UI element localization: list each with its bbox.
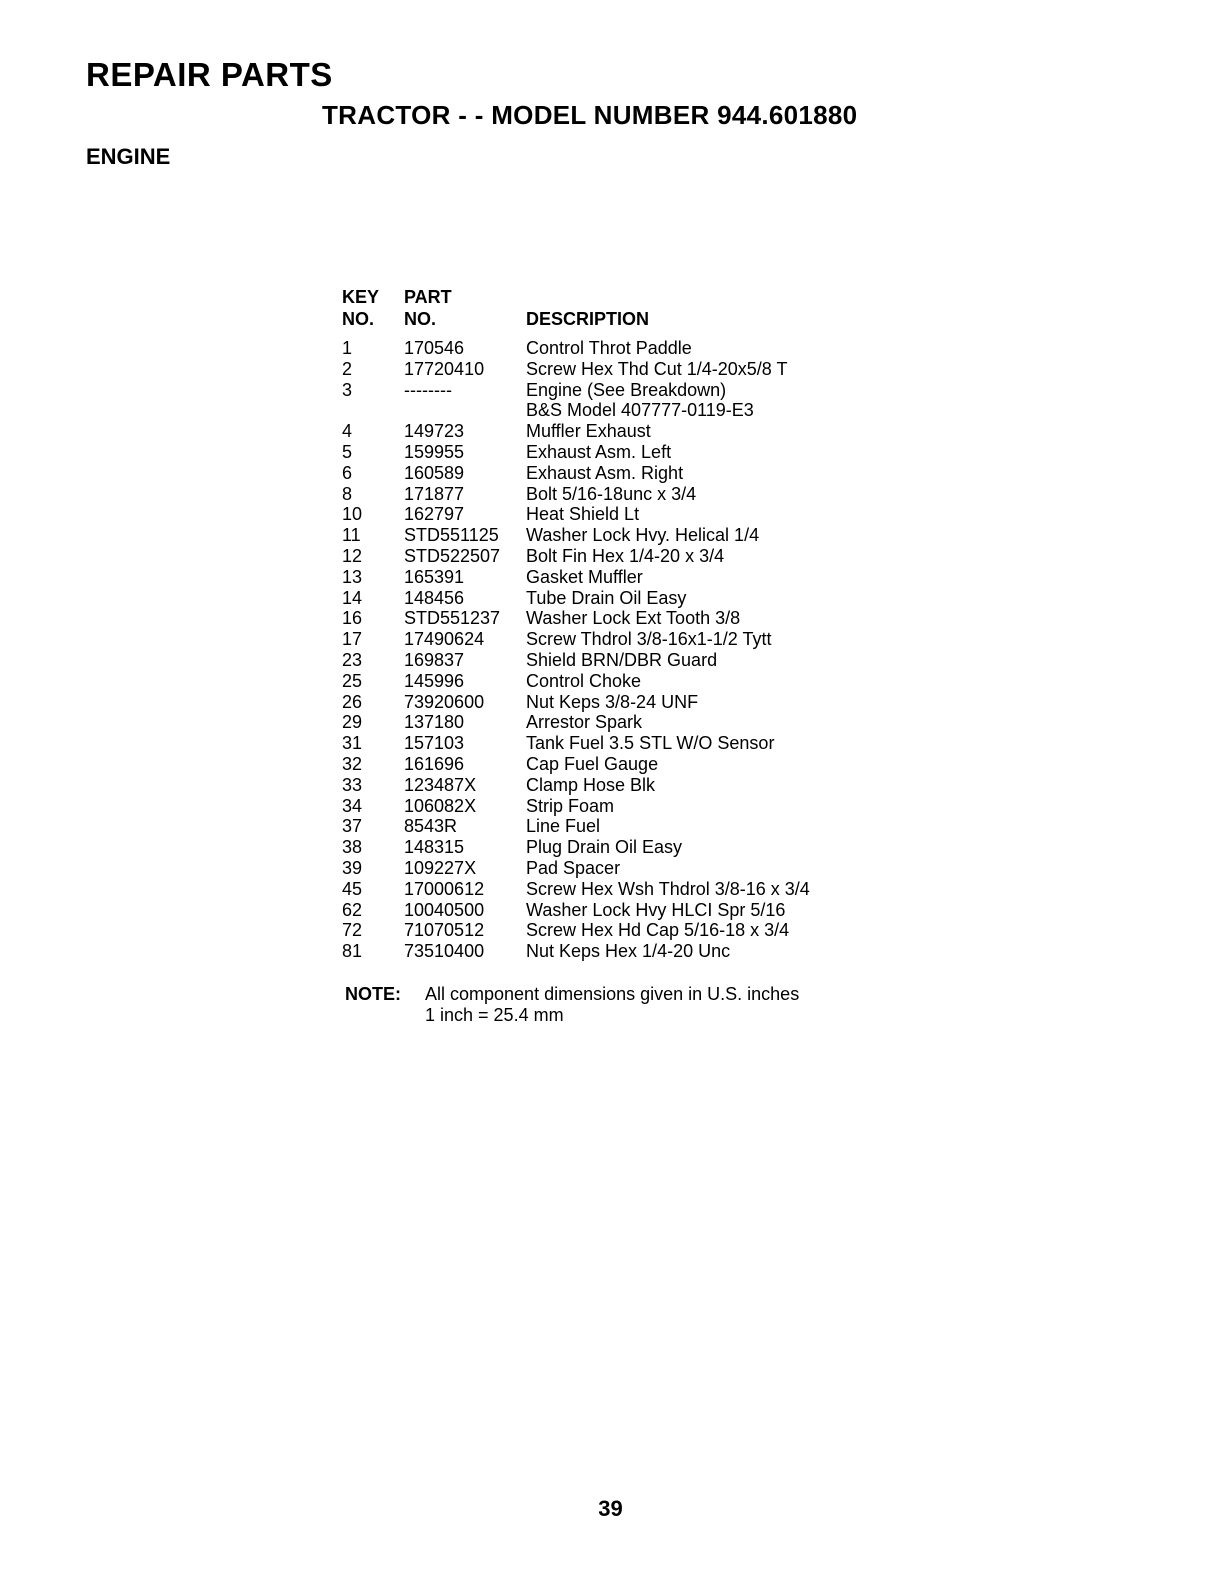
key-no-cell: 31: [342, 733, 363, 754]
part-no-cell: 160589: [404, 462, 465, 483]
part-no-cell: 106082X: [404, 795, 477, 816]
part-no-cell: --------: [404, 379, 452, 400]
note-block: [345, 984, 799, 1026]
description-cell: Heat Shield Lt: [526, 504, 640, 525]
table-row: [342, 816, 946, 837]
table-row: [342, 671, 946, 692]
table-row: [342, 338, 946, 359]
page-number: 39: [598, 1496, 623, 1521]
description-cell: Gasket Muffler: [526, 566, 643, 587]
part-no-cell: 169837: [404, 649, 465, 670]
part-no-cell: 171877: [404, 483, 465, 504]
description-cell: Strip Foam: [526, 795, 615, 816]
part-no-cell: 17000612: [404, 878, 485, 899]
part-no-cell: 17720410: [404, 358, 485, 379]
description-cell: Tank Fuel 3.5 STL W/O Sensor: [526, 733, 775, 754]
part-no-cell: 170546: [404, 338, 465, 358]
key-no-cell: 5: [342, 441, 353, 462]
description-cell: Screw Thdrol 3/8-16x1-1/2 Tytt: [526, 629, 772, 650]
table-row: [342, 650, 946, 671]
key-no-cell: 45: [342, 878, 363, 899]
part-no-cell: 148456: [404, 587, 465, 608]
part-no-cell: 73510400: [404, 941, 485, 962]
description-cell: Shield BRN/DBR Guard: [526, 649, 718, 670]
model-subtitle: TRACTOR - - MODEL NUMBER 944.601880: [322, 100, 858, 130]
part-no-cell: 109227X: [404, 857, 477, 878]
description-cell: Arrestor Spark: [526, 712, 643, 733]
key-no-cell: 72: [342, 920, 363, 941]
description-cell: Screw Hex Thd Cut 1/4-20x5/8 T: [526, 358, 788, 379]
table-row: [342, 421, 946, 442]
table-row: [342, 484, 946, 505]
note-lines: [425, 984, 799, 1026]
part-no-cell: 161696: [404, 753, 465, 774]
key-no-cell: 13: [342, 566, 363, 587]
table-row: [342, 754, 946, 775]
page-title: REPAIR PARTS: [86, 56, 333, 93]
description-header-spacer: [526, 286, 946, 308]
table-row: [342, 796, 946, 817]
key-no-cell: 23: [342, 649, 363, 670]
table-row: [342, 879, 946, 900]
key-no-cell: 8: [342, 483, 353, 504]
table-body: [342, 338, 946, 962]
part-no-cell: 10040500: [404, 899, 485, 920]
parts-table: [342, 286, 946, 962]
description-cell: Exhaust Asm. Right: [526, 462, 684, 483]
part-no-cell: 159955: [404, 441, 465, 462]
table-row: [342, 900, 946, 921]
key-header-top: KEY: [342, 287, 380, 307]
description-cell: Pad Spacer: [526, 857, 621, 878]
key-no-cell: 3: [342, 379, 353, 400]
key-no-cell: 26: [342, 691, 363, 712]
table-row: [342, 400, 946, 421]
table-row: [342, 463, 946, 484]
part-no-cell: 71070512: [404, 920, 485, 941]
key-no-cell: 4: [342, 421, 353, 442]
table-row: [342, 692, 946, 713]
table-row: [342, 504, 946, 525]
description-header: DESCRIPTION: [526, 309, 650, 329]
key-no-cell: 37: [342, 816, 363, 837]
description-cell: Nut Keps 3/8-24 UNF: [526, 691, 699, 712]
part-no-cell: STD551125: [404, 525, 499, 546]
part-no-cell: 162797: [404, 504, 465, 525]
section-title: ENGINE: [86, 144, 171, 169]
description-cell: Muffler Exhaust: [526, 421, 651, 442]
table-row: [342, 608, 946, 629]
table-row: [342, 733, 946, 754]
table-row: [342, 442, 946, 463]
description-cell: B&S Model 407777-0119-E3: [526, 400, 754, 421]
part-no-cell: 157103: [404, 733, 465, 754]
description-cell: Bolt 5/16-18unc x 3/4: [526, 483, 697, 504]
table-row: [342, 588, 946, 609]
part-no-cell: 123487X: [404, 774, 477, 795]
table-row: [342, 941, 946, 962]
key-no-cell: 38: [342, 837, 363, 858]
table-header-row-top: [342, 286, 946, 308]
description-cell: Line Fuel: [526, 816, 601, 837]
note-line-1: All component dimensions given in U.S. inches: [425, 984, 800, 1004]
description-cell: Washer Lock Hvy. Helical 1/4: [526, 525, 760, 546]
part-no-cell: [404, 400, 526, 421]
key-no-cell: 25: [342, 670, 363, 691]
part-no-cell: STD522507: [404, 545, 501, 566]
table-row: [342, 920, 946, 941]
description-cell: Screw Hex Wsh Thdrol 3/8-16 x 3/4: [526, 878, 810, 899]
part-header-bottom: NO.: [404, 309, 437, 329]
description-cell: Bolt Fin Hex 1/4-20 x 3/4: [526, 545, 725, 566]
description-cell: Clamp Hose Blk: [526, 774, 656, 795]
table-header-row-bottom: [342, 308, 946, 330]
part-no-cell: 145996: [404, 670, 465, 691]
key-no-cell: 34: [342, 795, 363, 816]
key-no-cell: 33: [342, 774, 363, 795]
key-no-cell: 32: [342, 753, 363, 774]
note-line-2: 1 inch = 25.4 mm: [425, 1005, 564, 1025]
table-row: [342, 567, 946, 588]
key-no-cell: 11: [342, 525, 361, 546]
key-no-cell: 10: [342, 504, 363, 525]
part-no-cell: 17490624: [404, 629, 485, 650]
part-no-cell: 165391: [404, 566, 465, 587]
description-cell: Control Choke: [526, 670, 642, 691]
key-no-cell: 6: [342, 462, 353, 483]
key-no-cell: 1: [342, 338, 353, 358]
key-no-cell: 81: [342, 941, 363, 962]
description-cell: Exhaust Asm. Left: [526, 441, 672, 462]
key-no-cell: 12: [342, 545, 363, 566]
table-row: [342, 629, 946, 650]
description-cell: Washer Lock Ext Tooth 3/8: [526, 608, 741, 629]
description-cell: Screw Hex Hd Cap 5/16-18 x 3/4: [526, 920, 790, 941]
key-no-cell: 62: [342, 899, 363, 920]
part-no-cell: 73920600: [404, 691, 485, 712]
table-row: [342, 525, 946, 546]
part-no-cell: 148315: [404, 837, 465, 858]
note-label: NOTE:: [345, 984, 401, 1004]
table-row: [342, 359, 946, 380]
key-no-cell: [342, 400, 404, 421]
table-row: [342, 775, 946, 796]
description-cell: Nut Keps Hex 1/4-20 Unc: [526, 941, 731, 962]
key-no-cell: 16: [342, 608, 363, 629]
description-cell: Washer Lock Hvy HLCI Spr 5/16: [526, 899, 786, 920]
key-no-cell: 2: [342, 358, 353, 379]
key-header-bottom: NO.: [342, 309, 375, 329]
description-cell: Cap Fuel Gauge: [526, 753, 659, 774]
key-no-cell: 39: [342, 857, 363, 878]
part-no-cell: 149723: [404, 421, 465, 442]
description-cell: Control Throt Paddle: [526, 338, 692, 358]
description-cell: Plug Drain Oil Easy: [526, 837, 683, 858]
table-row: [342, 546, 946, 567]
table-row: [342, 837, 946, 858]
part-no-cell: 8543R: [404, 816, 458, 837]
part-header-top: PART: [404, 287, 452, 307]
part-no-cell: 137180: [404, 712, 465, 733]
key-no-cell: 17: [342, 629, 363, 650]
part-no-cell: STD551237: [404, 608, 501, 629]
key-no-cell: 29: [342, 712, 363, 733]
table-row: [342, 858, 946, 879]
description-cell: Tube Drain Oil Easy: [526, 587, 687, 608]
key-no-cell: 14: [342, 587, 363, 608]
table-row: [342, 712, 946, 733]
description-cell: Engine (See Breakdown): [526, 379, 727, 400]
table-row: [342, 380, 946, 401]
